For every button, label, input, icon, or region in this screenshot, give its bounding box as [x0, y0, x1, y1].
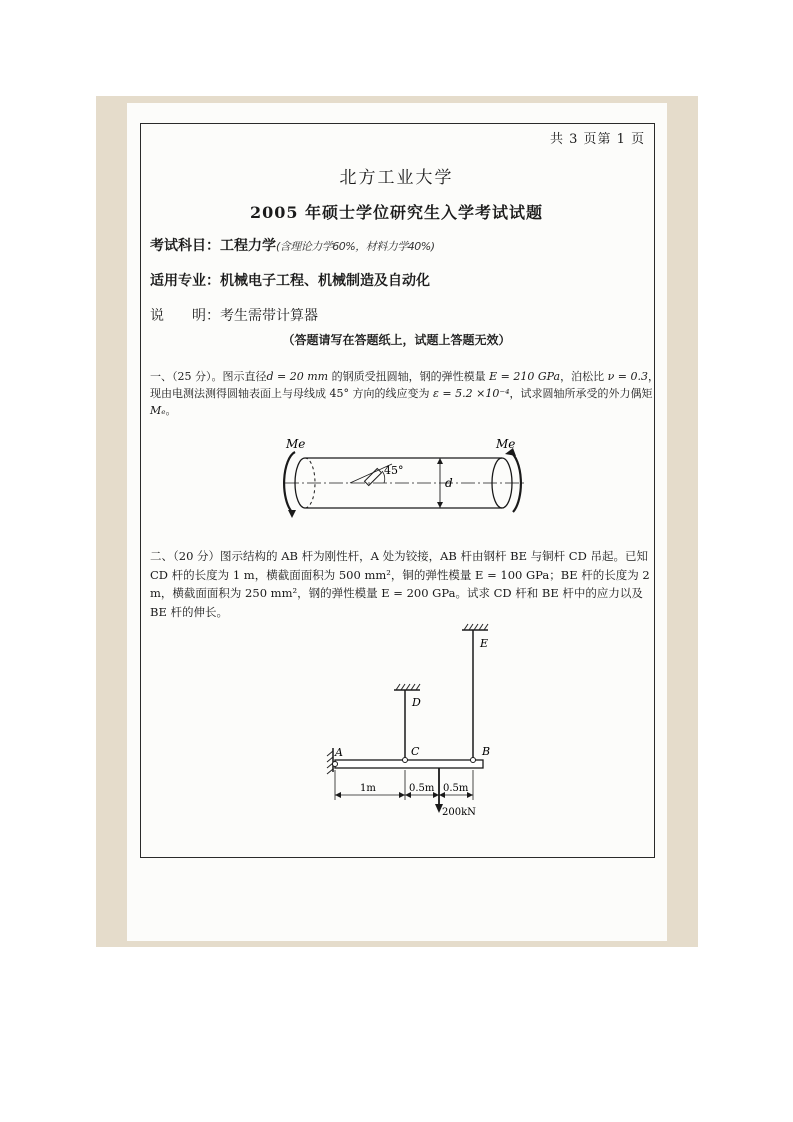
note-value: 考生需带计算器 — [220, 308, 318, 324]
q1-text-6: 。 — [165, 404, 177, 417]
moment-right-label: Me — [496, 437, 516, 451]
note-label: 说 明： — [150, 308, 220, 324]
structure-figure — [320, 620, 500, 820]
q2-body: 图示结构的 AB 杆为刚性杆，A 处为铰接，AB 杆由钢杆 BE 与铜杆 CD 吊起。已知 CD 杆的长度为 1 m，横截面面积为 500 mm²，铜的弹性模量 E = 100 GPa；BE 杆的长度为 2 m，横截面面积为 250 mm²，钢的弹性模量 E = 200 GPa。试求 CD 杆和 BE 杆中的应力以及 BE 杆的伸长。 — [150, 549, 650, 619]
q1-E-expr: E = 210 GPa — [489, 370, 561, 383]
q1-text-3: ，泊松比 — [560, 370, 608, 383]
subject-row — [150, 235, 434, 255]
q2-number: 二、（20 分） — [150, 549, 221, 563]
q1-text-2: 的钢质受扭圆轴，钢的弹性模量 — [328, 370, 490, 383]
shaft-figure — [280, 430, 530, 520]
q1-number: 一、（25 分）。 — [150, 370, 223, 383]
q1-nu-expr: ν = 0.3 — [607, 370, 648, 383]
moment-left-label: Me — [286, 437, 306, 451]
subject-handwritten-note: (含理论力学60%，材料力学40%) — [276, 240, 435, 253]
diameter-label: d — [445, 476, 453, 490]
point-D-label: D — [412, 696, 421, 709]
exam-title: 2005 年硕士学位研究生入学考试试题 — [249, 203, 544, 222]
q1-text-1: 图示直径 — [222, 370, 267, 383]
note-row — [150, 305, 318, 325]
q1-text-4: ，现由电测法测得圆轴表面上与母线成 45° 方向的线应变为 — [150, 370, 659, 400]
angle-label: 45° — [384, 464, 404, 477]
point-B-label: B — [482, 745, 491, 758]
dim-2-label: 0.5m — [409, 783, 435, 794]
q1-Me-expr: Mₑ — [150, 404, 166, 417]
subject-value: 工程力学 — [220, 238, 276, 254]
major-row — [150, 270, 430, 290]
point-E-label: E — [480, 637, 489, 650]
point-C-label: C — [411, 745, 420, 758]
load-label: 200kN — [442, 807, 476, 818]
major-value: 机械电子工程、机械制造及自动化 — [220, 273, 430, 289]
university-name: 北方工业大学 — [339, 168, 454, 188]
q1-eps-expr: ε = 5.2 ×10⁻⁴ — [433, 387, 510, 400]
question-1-text — [150, 368, 660, 419]
q1-d-expr: d = 20 mm — [266, 370, 329, 383]
major-label: 适用专业： — [150, 273, 220, 289]
question-2-text — [150, 547, 660, 621]
answer-instruction: （答题请写在答题纸上，试题上答题无效） — [282, 333, 511, 347]
subject-label: 考试科目： — [150, 238, 220, 254]
dim-1-label: 1m — [360, 783, 376, 794]
q1-text-5: ，试求圆轴所承受的外力偶矩 — [509, 387, 653, 400]
page-count: 共 3 页第 1 页 — [550, 132, 646, 147]
dim-3-label: 0.5m — [443, 783, 469, 794]
point-A-label: A — [335, 746, 343, 759]
